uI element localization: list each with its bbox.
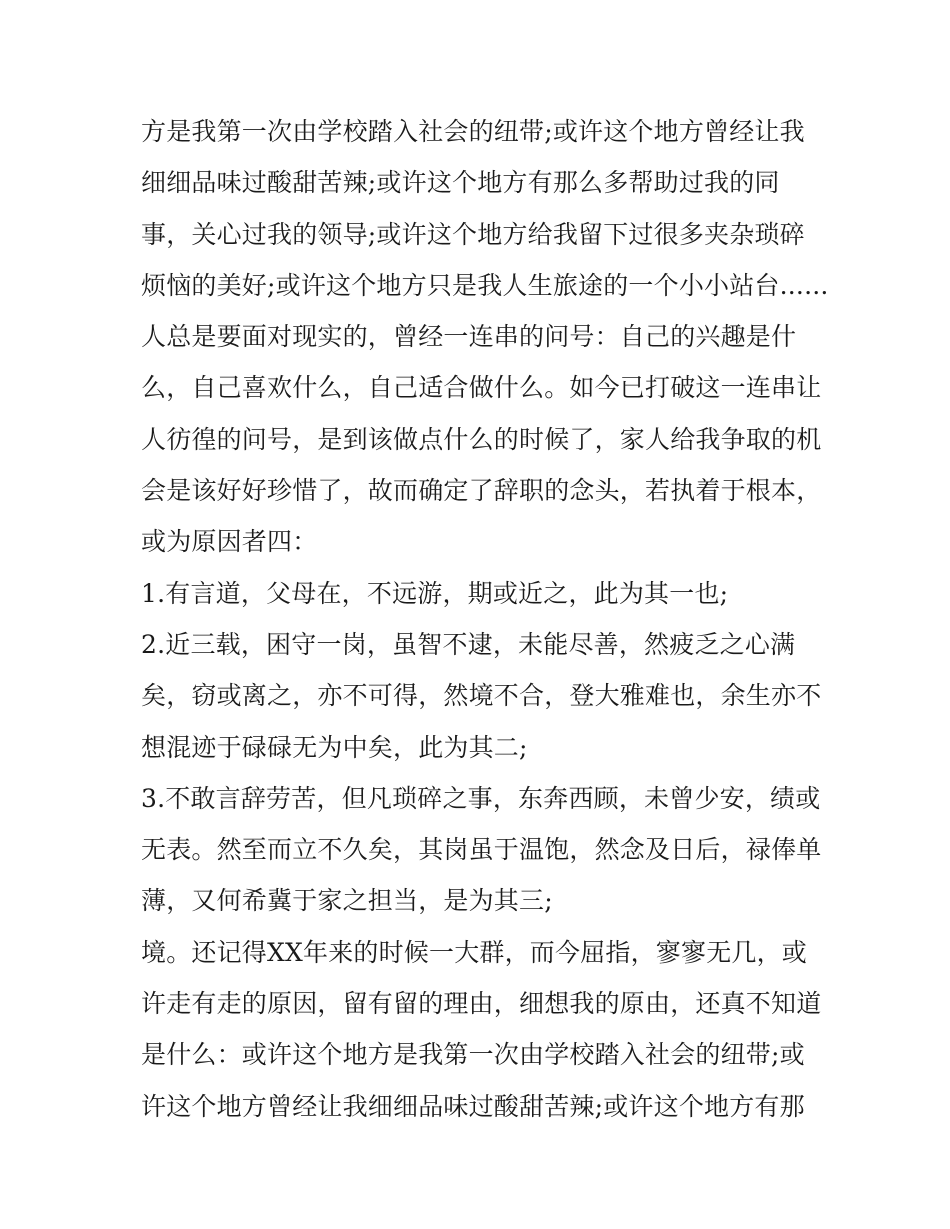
- text-line-17: 境。还记得XX年来的时候一大群，而今屈指，寥寥无几，或: [141, 937, 807, 967]
- list-item-1: 1.有言道，父母在，不远游，期或近之，此为其一也;: [141, 578, 729, 608]
- text-line-5: 人总是要面对现实的，曾经一连串的问号：自己的兴趣是什: [141, 322, 797, 352]
- text-line-7: 人彷徨的问号，是到该做点什么的时候了，家人给我争取的机: [141, 424, 822, 454]
- text-line-4: 烦恼的美好;或许这个地方只是我人生旅途的一个小小站台......: [141, 270, 829, 300]
- text-line-8: 会是该好好珍惜了，故而确定了辞职的念头，若执着于根本，: [141, 476, 822, 506]
- text-line-9: 或为原因者四：: [141, 527, 318, 557]
- list-item-2-line-1: 2.近三载，困守一岗，虽智不逮，未能尽善，然疲乏之心满: [141, 629, 796, 659]
- text-line-19: 是什么：或许这个地方是我第一次由学校踏入社会的纽带;或: [141, 1040, 805, 1070]
- text-line-3: 事，关心过我的领导;或许这个地方给我留下过很多夹杂琐碎: [141, 219, 805, 249]
- text-line-18: 许走有走的原因，留有留的理由，细想我的原由，还真不知道: [141, 989, 822, 1019]
- text-line-2: 细细品味过酸甜苦辣;或许这个地方有那么多帮助过我的同: [141, 168, 780, 198]
- body-text: [141, 106, 829, 1132]
- list-item-2-line-2: 矣，窃或离之，亦不可得，然境不合，登大雅难也，余生亦不: [141, 681, 822, 711]
- list-item-3-line-1: 3.不敢言辞劳苦，但凡琐碎之事，东奔西顾，未曾少安，绩或: [141, 783, 821, 813]
- text-line-1: 方是我第一次由学校踏入社会的纽带;或许这个地方曾经让我: [141, 117, 805, 146]
- list-item-3-line-3: 薄，又何希冀于家之担当，是为其三;: [141, 886, 553, 916]
- text-line-20: 许这个地方曾经让我细细品味过酸甜苦辣;或许这个地方有那: [141, 1091, 805, 1121]
- list-item-2-line-3: 想混迹于碌碌无为中矣，此为其二;: [141, 732, 528, 762]
- text-line-6: 么，自己喜欢什么，自己适合做什么。如今已打破这一连串让: [141, 373, 822, 403]
- list-item-3-line-2: 无表。然至而立不久矣，其岗虽于温饱，然念及日后，禄俸单: [141, 835, 822, 865]
